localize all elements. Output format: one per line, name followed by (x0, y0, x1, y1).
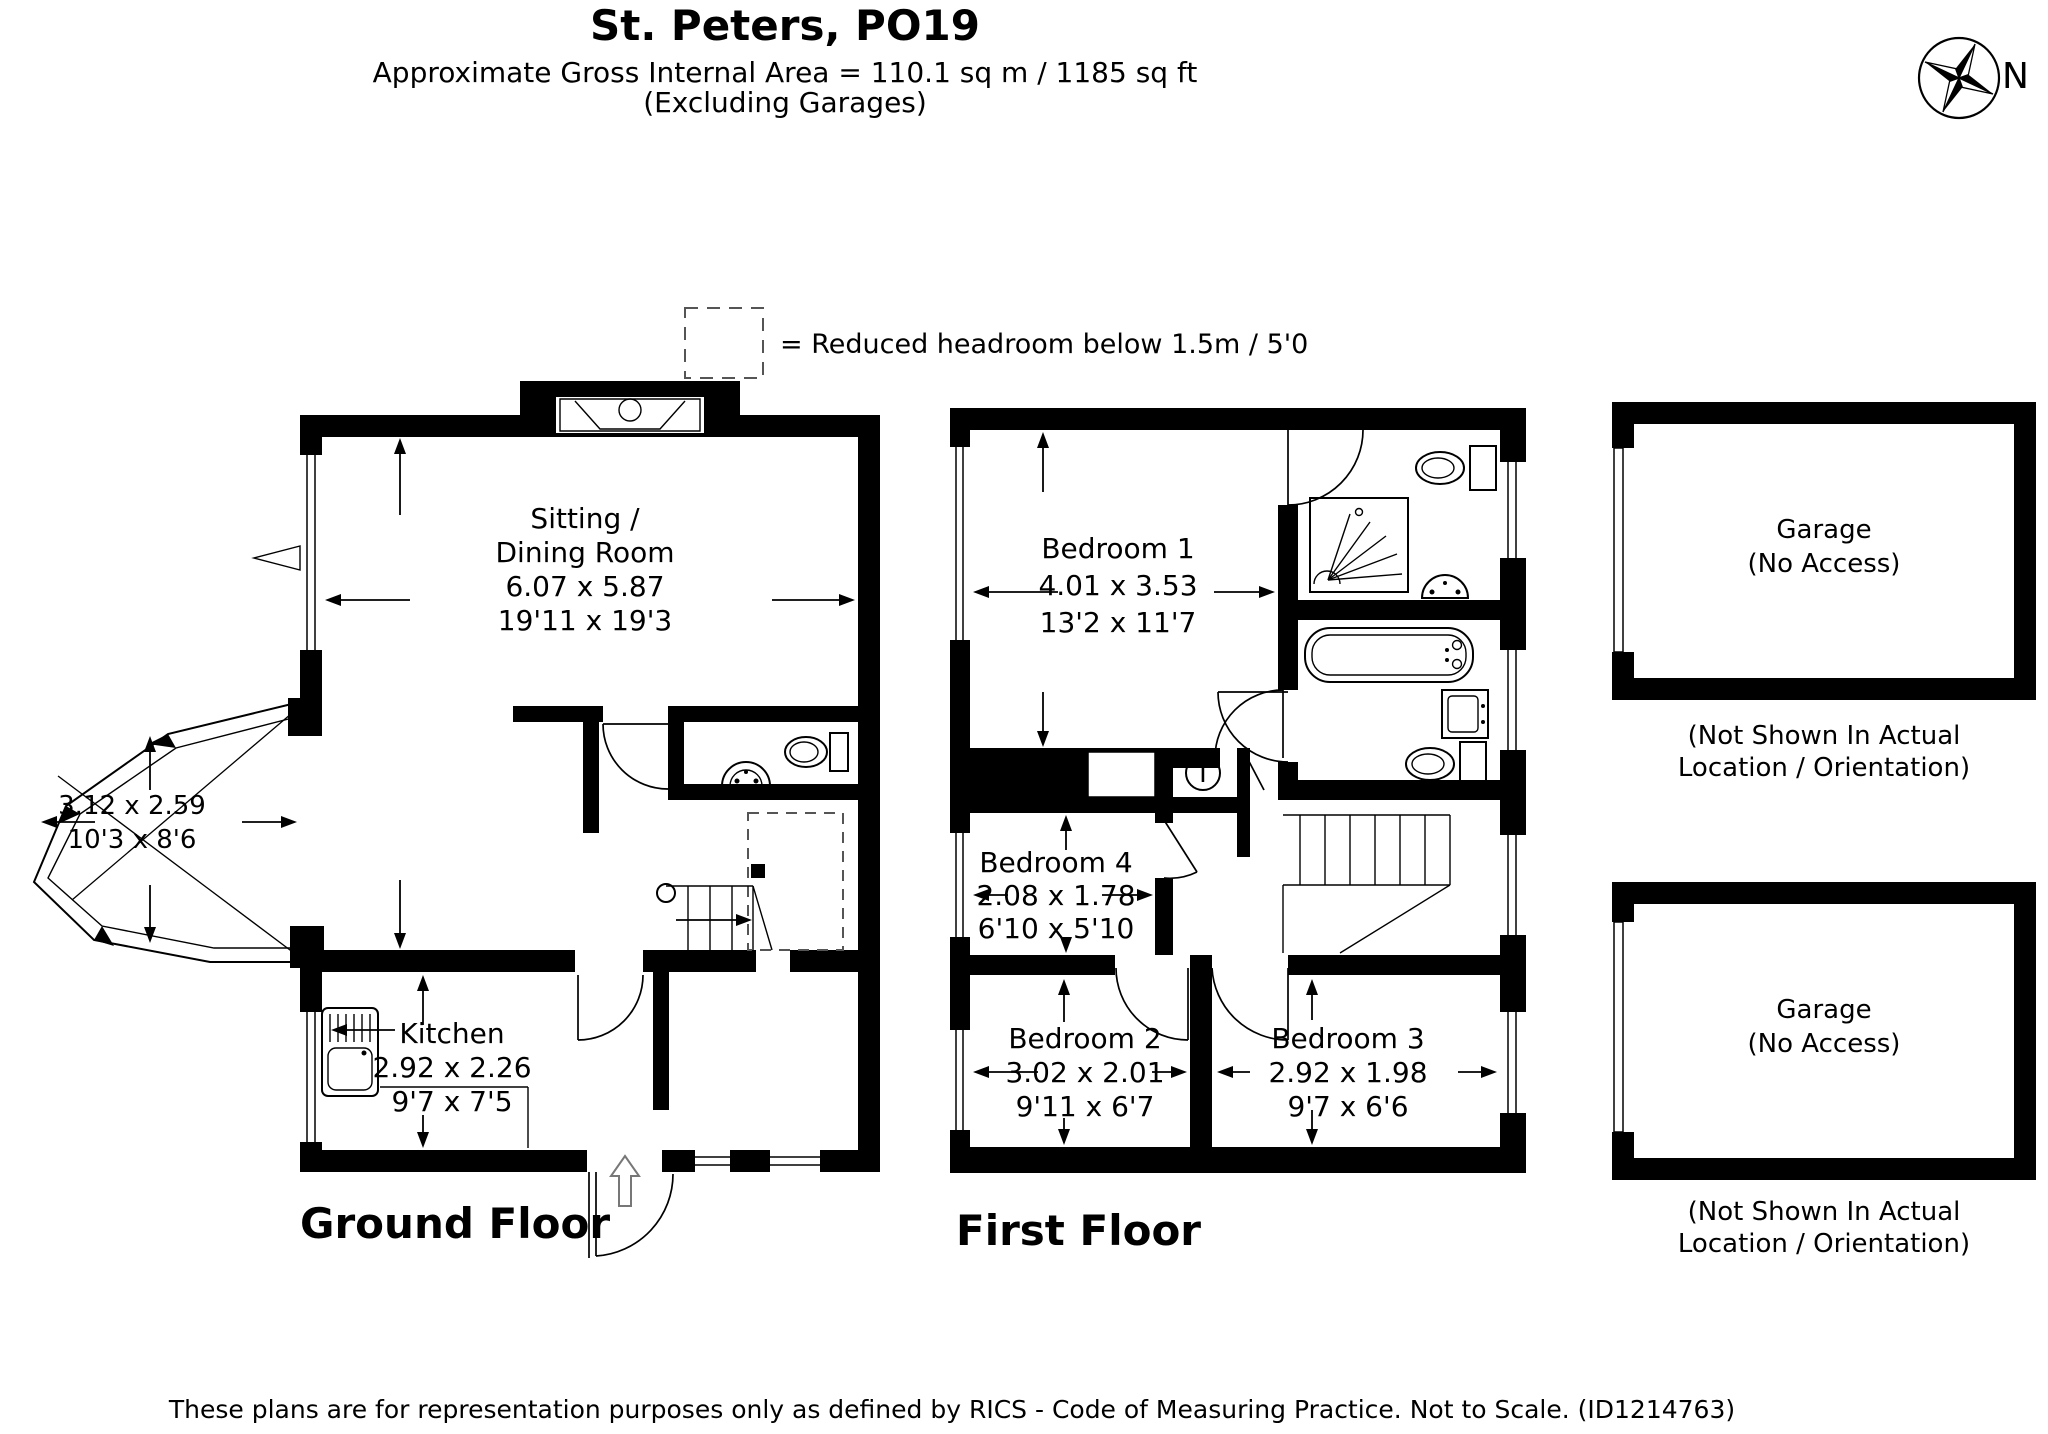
compass-north-label: N (2002, 56, 2029, 97)
bedroom4-dim-ft: 6'10 x 5'10 (977, 912, 1135, 945)
kitchen-dim-m: 2.92 x 2.26 (372, 1051, 532, 1084)
garage-bottom (1612, 882, 2036, 1259)
toilet-icon (1416, 446, 1496, 490)
sitting-room-label-1: Sitting / (530, 502, 640, 535)
bedroom1-window (950, 447, 970, 640)
hall-window-left (695, 1150, 730, 1172)
bay-dim-ft: 10'3 x 8'6 (67, 825, 197, 855)
garage-top-note-1: (Not Shown In Actual (1687, 721, 1961, 751)
kitchen-door (578, 975, 643, 1040)
basin-icon (722, 762, 770, 786)
ground-floor-plan (34, 381, 880, 1258)
bedroom4-window (950, 833, 970, 937)
bedroom4-label: Bedroom 4 (979, 846, 1133, 879)
bedroom1-label: Bedroom 1 (1041, 532, 1195, 565)
bathroom-fixtures (1305, 628, 1488, 786)
garage-bottom-access: (No Access) (1747, 1029, 1901, 1059)
entrance-arrow-icon (611, 1156, 639, 1206)
bedroom3-dim-m: 2.92 x 1.98 (1268, 1056, 1428, 1089)
landing-window (1500, 835, 1526, 935)
first-floor-stairs (1283, 815, 1450, 953)
bathroom-window (1500, 650, 1526, 750)
header (373, 1, 1198, 119)
wc-fixtures (722, 733, 848, 786)
bedroom3-label: Bedroom 3 (1271, 1022, 1425, 1055)
bedroom2-dim-m: 3.02 x 2.01 (1005, 1056, 1165, 1089)
bedroom1-dim-ft: 13'2 x 11'7 (1039, 606, 1197, 639)
casement-icon (254, 546, 300, 570)
first-floor-plan (950, 408, 1526, 1255)
excluding-garages-note: (Excluding Garages) (643, 86, 927, 119)
bedroom3-dim-ft: 9'7 x 6'6 (1287, 1090, 1409, 1123)
garage-door-line (1614, 448, 1623, 652)
kitchen-dim-ft: 9'7 x 7'5 (391, 1085, 513, 1118)
reduced-headroom-swatch (685, 308, 763, 378)
first-floor-doors (1116, 430, 1363, 1040)
garage-bottom-label: Garage (1776, 995, 1872, 1025)
legend-label: = Reduced headroom below 1.5m / 5'0 (780, 329, 1309, 360)
sitting-room-door (603, 724, 668, 789)
tank-cupboard (1186, 750, 1264, 790)
garage-top-access: (No Access) (1747, 549, 1901, 579)
legend (685, 308, 1308, 378)
kitchen-window (300, 1012, 322, 1142)
sitting-room-dim-ft: 19'11 x 19'3 (497, 604, 673, 637)
shower-room-door (1288, 430, 1363, 505)
garage-top (1612, 402, 2036, 783)
garage-bottom-note-2: Location / Orientation) (1677, 1229, 1971, 1259)
basin-icon (1442, 690, 1488, 738)
toilet-icon (1406, 742, 1486, 786)
page-title: St. Peters, PO19 (590, 1, 980, 50)
sitting-room-label-2: Dining Room (495, 536, 675, 569)
garage-bottom-note-1: (Not Shown In Actual (1687, 1197, 1961, 1227)
shower-room-window (1500, 462, 1526, 558)
bedroom4-door (1164, 820, 1197, 878)
bedroom4-dim-m: 2.08 x 1.78 (976, 879, 1136, 912)
fireplace (556, 397, 704, 433)
bedroom1-dim-m: 4.01 x 3.53 (1038, 569, 1198, 602)
tank-label: T (1195, 759, 1211, 789)
garage-top-label: Garage (1776, 515, 1872, 545)
bay-dim-m: 3.12 x 2.59 (58, 791, 206, 821)
ground-floor-labels (58, 502, 674, 1248)
bedroom3-window (1500, 1012, 1526, 1113)
bedroom2-window (950, 1030, 970, 1130)
ground-floor-title: Ground Floor (300, 1199, 611, 1248)
shower-icon (1310, 498, 1408, 592)
garage-door-line (1614, 922, 1623, 1132)
hall-window-right (770, 1150, 820, 1172)
reduced-headroom-area (748, 813, 843, 950)
area-subtitle: Approximate Gross Internal Area = 110.1 sq m / 1185 sq ft (372, 56, 1198, 89)
bathtub-icon (1305, 628, 1473, 682)
wardrobe-recess (1088, 752, 1155, 797)
bathroom-door (1218, 692, 1288, 762)
disclaimer: These plans are for representation purposes only as defined by RICS - Code of Measuring Practice. Not to Scale. (ID1214763) (168, 1395, 1736, 1424)
bedroom2-label: Bedroom 2 (1008, 1022, 1162, 1055)
ground-floor-stairs (657, 813, 843, 950)
sitting-room-dim-m: 6.07 x 5.87 (505, 570, 665, 603)
shower-room-fixtures (1310, 446, 1496, 598)
toilet-icon (785, 733, 848, 771)
sitting-room-window (300, 455, 322, 650)
first-floor-title: First Floor (956, 1206, 1202, 1255)
garage-top-note-2: Location / Orientation) (1677, 753, 1971, 783)
bedroom2-dim-ft: 9'11 x 6'7 (1015, 1090, 1155, 1123)
compass-icon (1919, 38, 2029, 118)
basin-icon (1422, 575, 1468, 598)
kitchen-label: Kitchen (399, 1017, 505, 1050)
